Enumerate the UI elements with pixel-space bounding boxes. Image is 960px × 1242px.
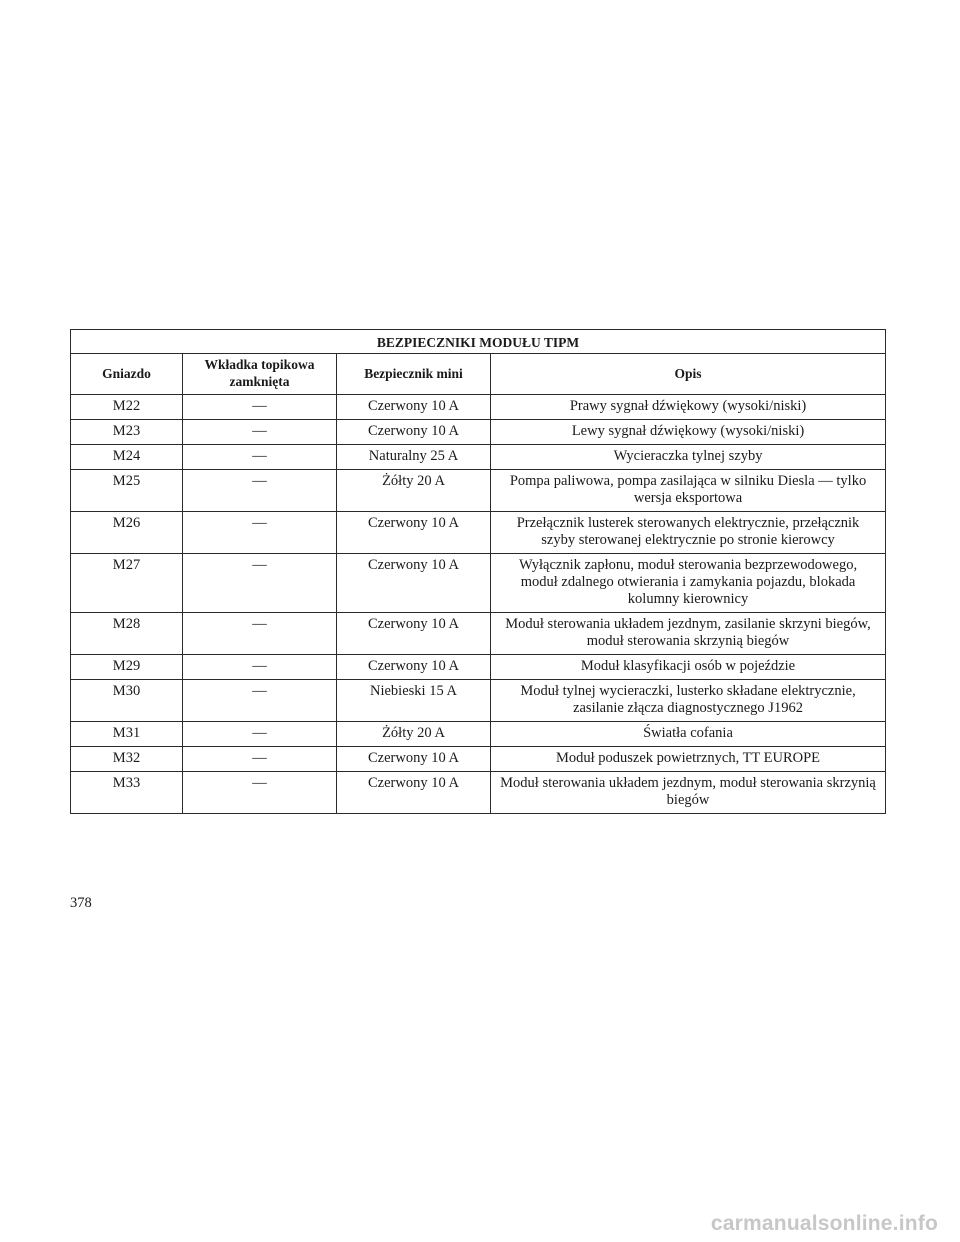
cell-mini-fuse: Żółty 20 A [337,470,491,512]
cell-cartridge: — [183,722,337,747]
cell-cartridge: — [183,395,337,420]
cell-cartridge: — [183,680,337,722]
cell-socket: M27 [71,554,183,613]
cell-description: Moduł sterowania układem jezdnym, zasilanie skrzyni biegów, moduł sterowania skrzynią biegów [491,613,886,655]
table-row [71,554,886,613]
table-header-row [71,354,886,395]
table-row [71,772,886,814]
cell-description: Lewy sygnał dźwiękowy (wysoki/niski) [491,420,886,445]
header-socket: Gniazdo [71,354,183,395]
cell-cartridge: — [183,655,337,680]
table-row [71,680,886,722]
cell-mini-fuse: Naturalny 25 A [337,445,491,470]
cell-mini-fuse: Czerwony 10 A [337,747,491,772]
table-row [71,445,886,470]
table-row [71,470,886,512]
cell-cartridge: — [183,747,337,772]
cell-socket: M26 [71,512,183,554]
cell-description: Moduł poduszek powietrznych, TT EUROPE [491,747,886,772]
cell-mini-fuse: Czerwony 10 A [337,512,491,554]
cell-cartridge: — [183,470,337,512]
cell-socket: M22 [71,395,183,420]
cell-mini-fuse: Czerwony 10 A [337,772,491,814]
cell-description: Moduł klasyfikacji osób w pojeździe [491,655,886,680]
cell-description: Moduł sterowania układem jezdnym, moduł sterowania skrzynią biegów [491,772,886,814]
cell-socket: M24 [71,445,183,470]
table-row [71,747,886,772]
cell-mini-fuse: Czerwony 10 A [337,395,491,420]
cell-socket: M32 [71,747,183,772]
page-number: 378 [70,895,92,911]
cell-socket: M33 [71,772,183,814]
table-title: BEZPIECZNIKI MODUŁU TIPM [71,330,886,354]
site-watermark: carmanualsonline.info [710,1212,938,1235]
table-row [71,512,886,554]
cell-mini-fuse: Czerwony 10 A [337,420,491,445]
cell-cartridge: — [183,613,337,655]
cell-description: Światła cofania [491,722,886,747]
cell-cartridge: — [183,512,337,554]
cell-socket: M30 [71,680,183,722]
cell-cartridge: — [183,554,337,613]
cell-socket: M28 [71,613,183,655]
cell-mini-fuse: Niebieski 15 A [337,680,491,722]
cell-mini-fuse: Czerwony 10 A [337,655,491,680]
cell-description: Przełącznik lusterek sterowanych elektrycznie, przełącznik szyby sterowanej elektrycznie po stronie kierowcy [491,512,886,554]
table-row [71,722,886,747]
cell-description: Wyłącznik zapłonu, moduł sterowania bezprzewodowego, moduł zdalnego otwierania i zamykania pojazdu, blokada kolumny kierownicy [491,554,886,613]
table-row [71,420,886,445]
cell-socket: M23 [71,420,183,445]
cell-description: Wycieraczka tylnej szyby [491,445,886,470]
cell-mini-fuse: Żółty 20 A [337,722,491,747]
table-row [71,613,886,655]
table-row [71,395,886,420]
table-row [71,655,886,680]
cell-mini-fuse: Czerwony 10 A [337,613,491,655]
cell-description: Pompa paliwowa, pompa zasilająca w silniku Diesla — tylko wersja eksportowa [491,470,886,512]
cell-socket: M25 [71,470,183,512]
cell-socket: M31 [71,722,183,747]
cell-socket: M29 [71,655,183,680]
header-description: Opis [491,354,886,395]
cell-cartridge: — [183,772,337,814]
header-mini-fuse: Bezpiecznik mini [337,354,491,395]
cell-description: Moduł tylnej wycieraczki, lusterko składane elektrycznie, zasilanie złącza diagnostycznego J1962 [491,680,886,722]
header-cartridge: Wkładka topikowa zamknięta [183,354,337,395]
cell-description: Prawy sygnał dźwiękowy (wysoki/niski) [491,395,886,420]
cell-mini-fuse: Czerwony 10 A [337,554,491,613]
cell-cartridge: — [183,420,337,445]
cell-cartridge: — [183,445,337,470]
fuse-table [70,329,886,814]
